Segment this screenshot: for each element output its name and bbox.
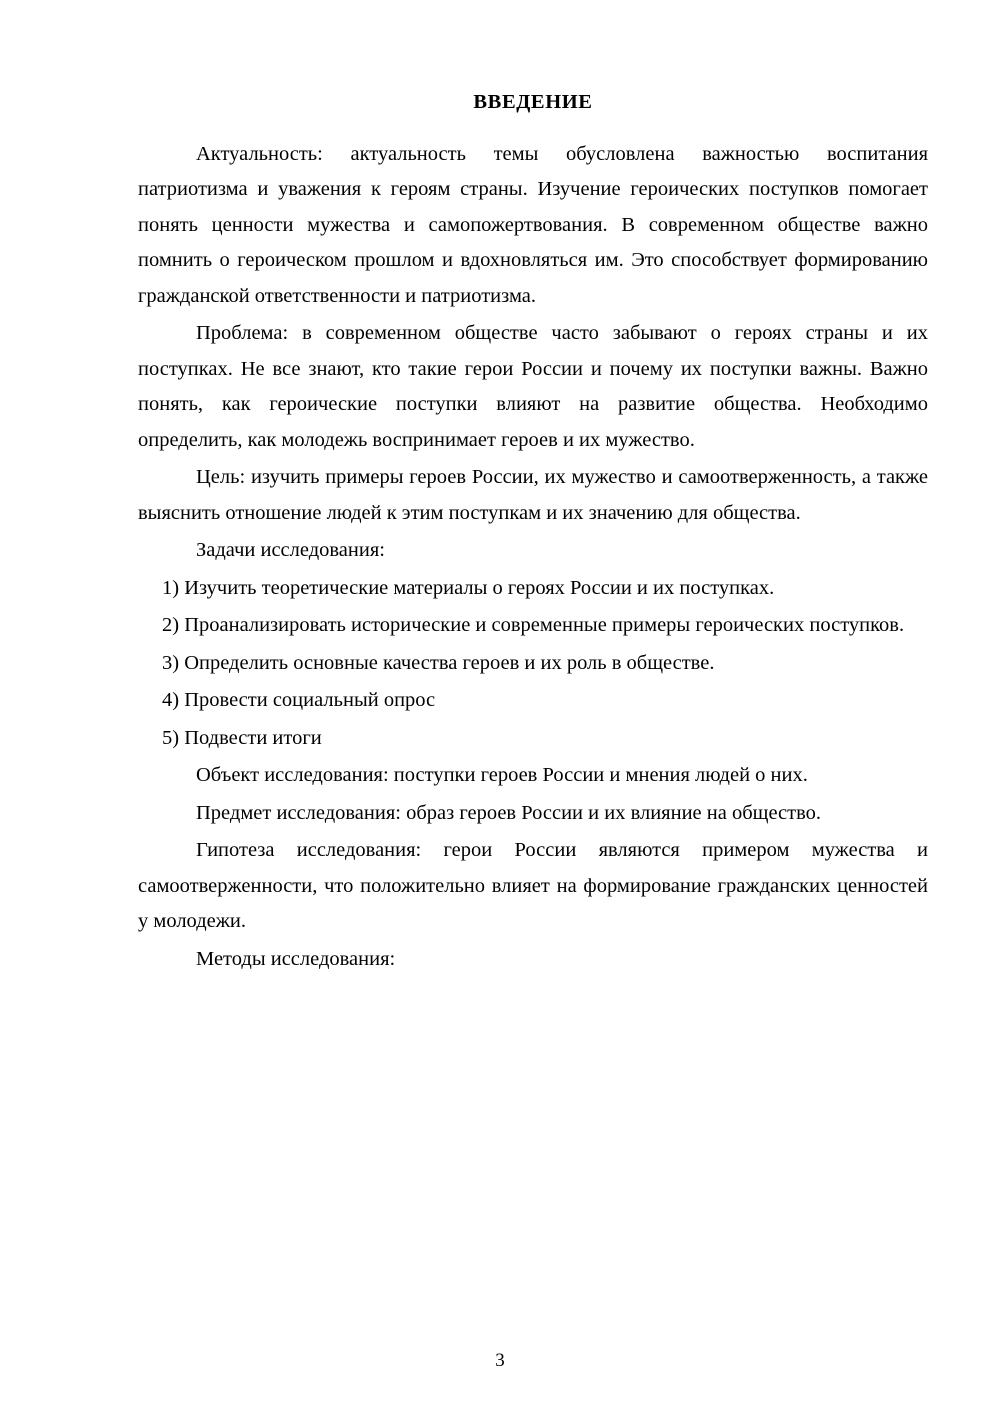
document-body bbox=[138, 137, 928, 978]
paragraph-problem: Проблема: в современном обществе часто забывают о героях страны и их поступках. Не все знают, кто такие герои России и почему их поступки важны. Важно понять, как героические поступки влияют на развитие общества. Необходимо определить, как молодежь воспринимает героев и их мужество. bbox=[138, 322, 928, 451]
paragraph-hypothesis: Гипотеза исследования: герои России являются примером мужества и самоотверженности, что положительно влияет на формирование гражданских ценностей у молодежи. bbox=[138, 839, 928, 933]
page-title: ВВЕДЕНИЕ bbox=[473, 91, 593, 113]
paragraph-relevance: Актуальность: актуальность темы обусловлена важностью воспитания патриотизма и уважения к героям страны. Изучение героических поступков помогает понять ценности мужества и самопожертвования. В современном обществе важно помнить о героическом прошлом и вдохновляться им. Это способствует формированию гражданской ответственности и патриотизма. bbox=[138, 142, 928, 307]
paragraph-methods-heading: Методы исследования: bbox=[196, 947, 396, 970]
paragraph-tasks-heading: Задачи исследования: bbox=[196, 539, 385, 562]
task-item-3: 3) Определить основные качества героев и их роль в обществе. bbox=[162, 651, 715, 674]
task-item-5: 5) Подвести итоги bbox=[162, 726, 322, 749]
task-item-4: 4) Провести социальный опрос bbox=[162, 689, 436, 712]
paragraph-goal: Цель: изучить примеры героев России, их мужество и самоотверженность, а также выяснить отношение людей к этим поступкам и их значению для общества. bbox=[138, 466, 928, 524]
task-item-1: 1) Изучить теоретические материалы о героях России и их поступках. bbox=[162, 576, 775, 599]
paragraph-object: Объект исследования: поступки героев России и мнения людей о них. bbox=[196, 764, 808, 787]
task-item-2: 2) Проанализировать исторические и современные примеры героических поступков. bbox=[162, 614, 905, 637]
page-number: 3 bbox=[495, 1350, 505, 1371]
paragraph-subject: Предмет исследования: образ героев России и их влияние на общество. bbox=[196, 801, 822, 824]
